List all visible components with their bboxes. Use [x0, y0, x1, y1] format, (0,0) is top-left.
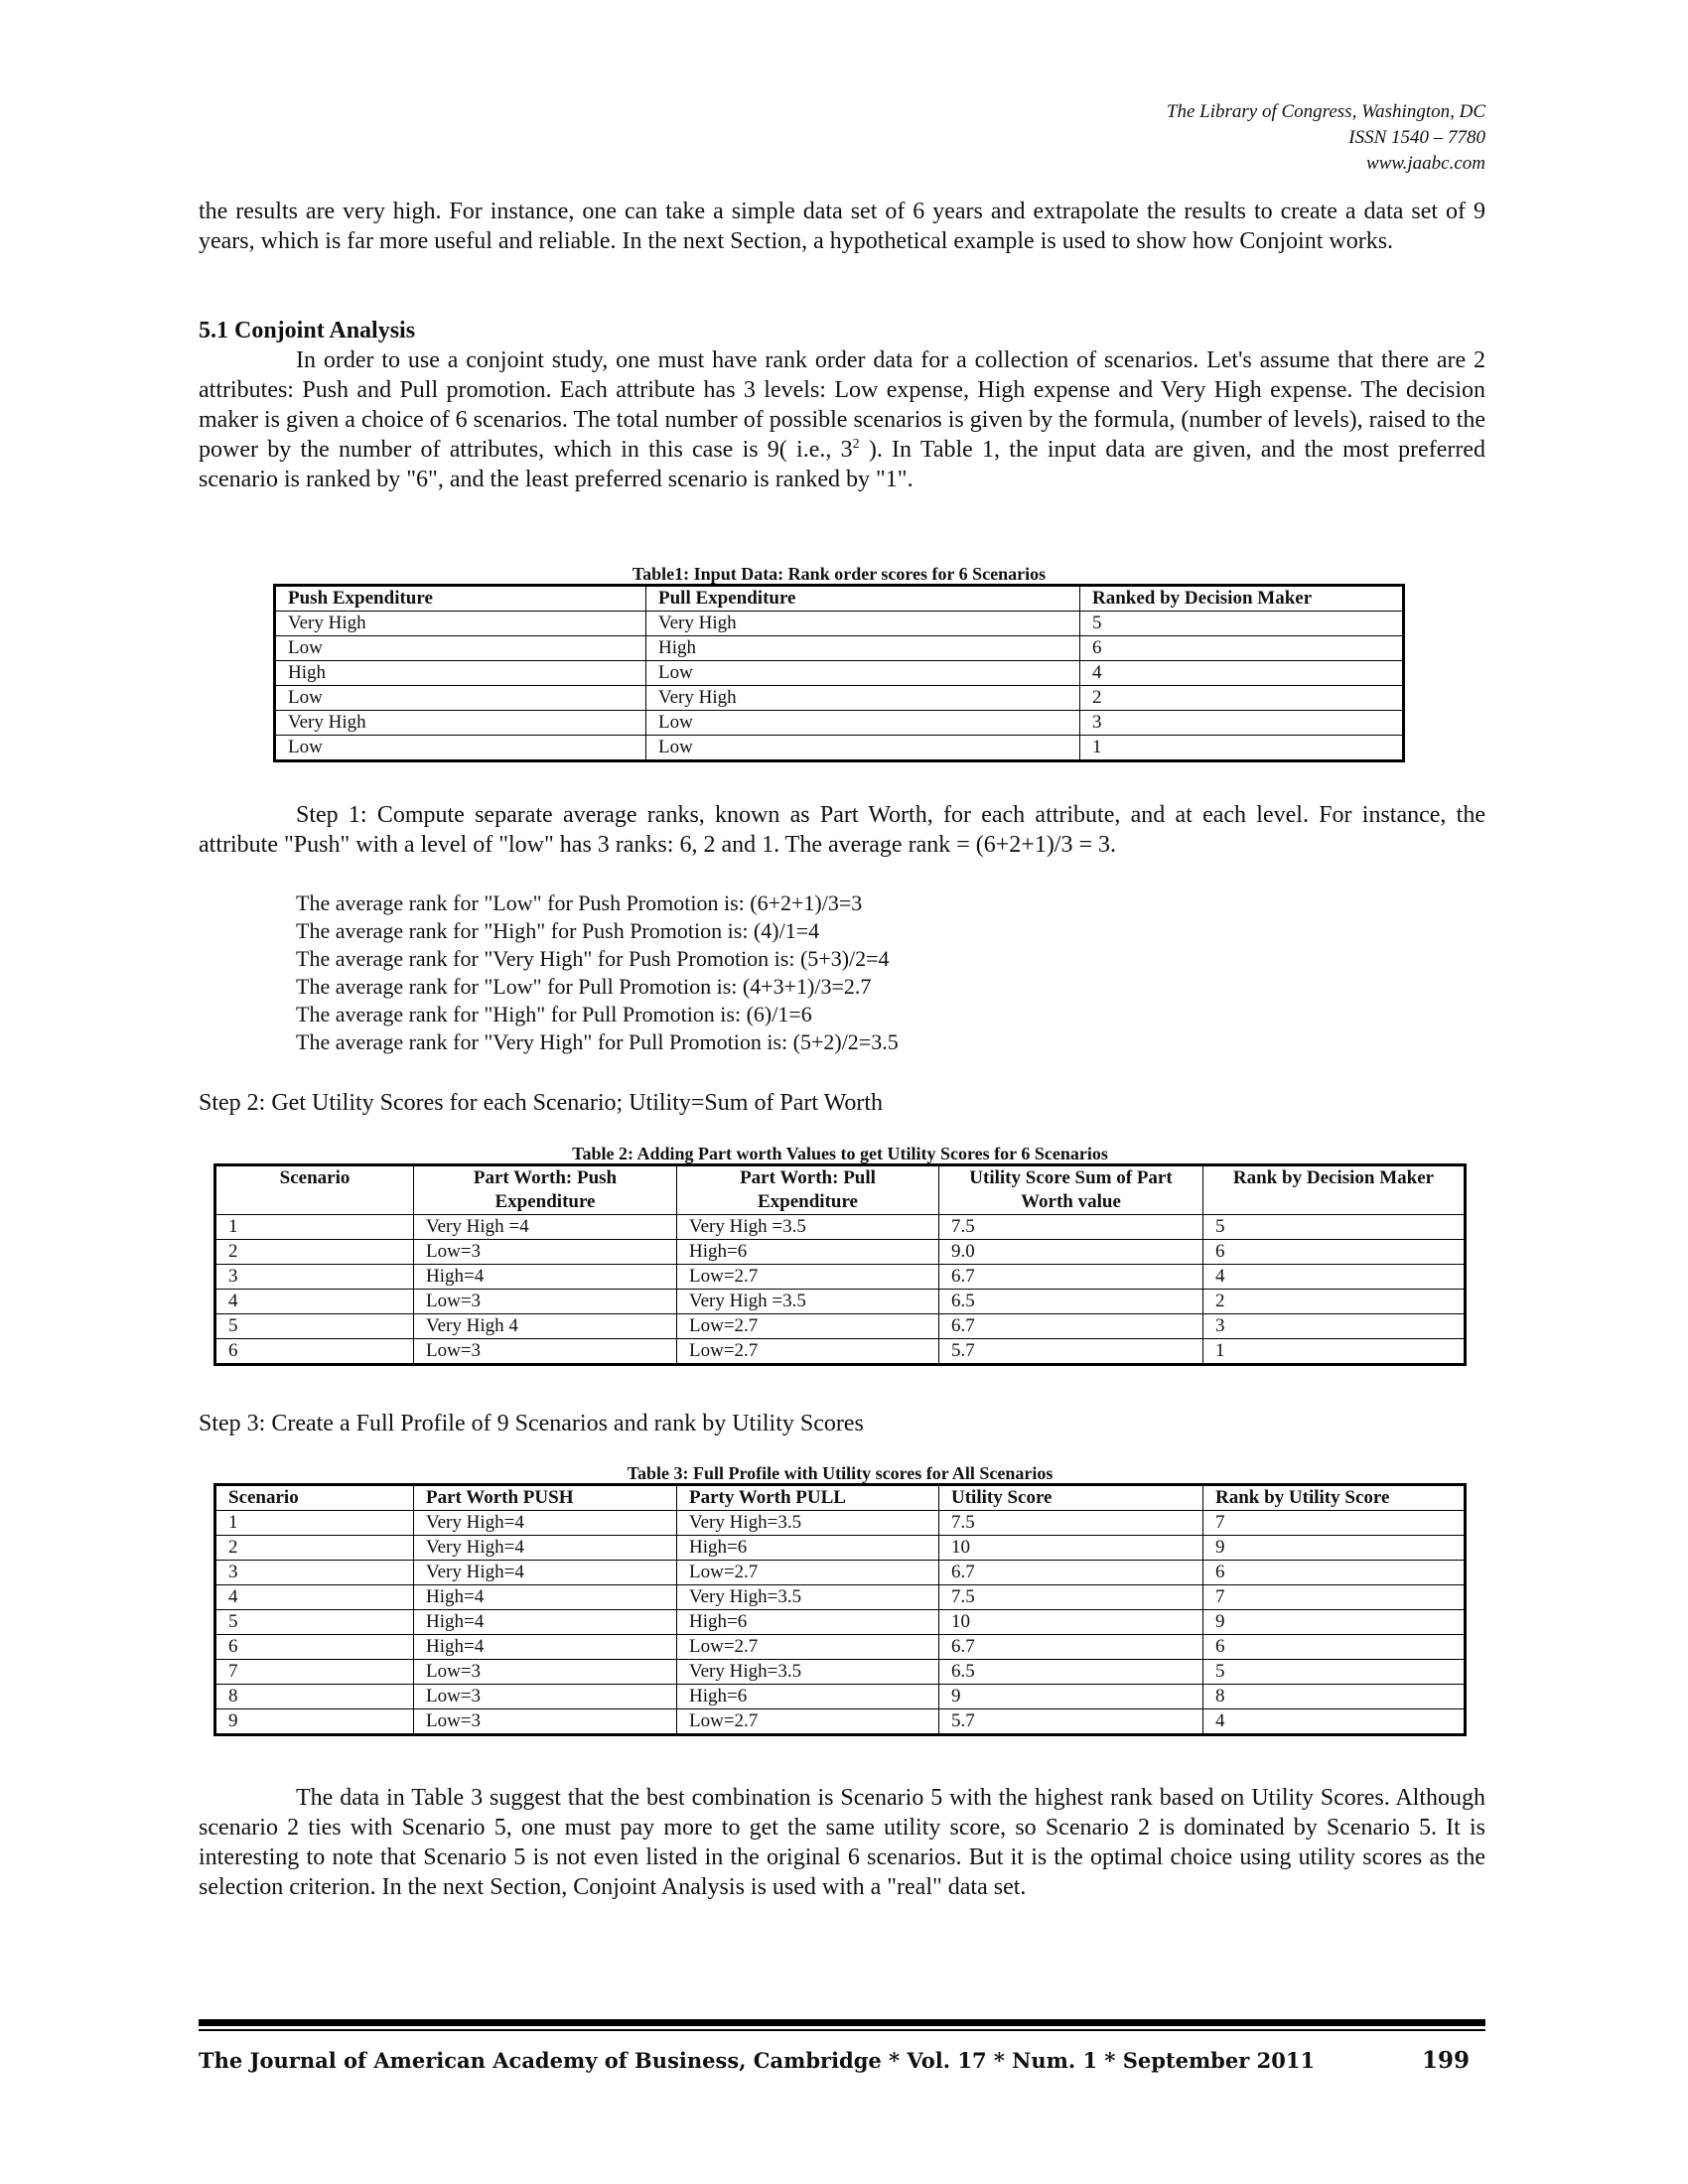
- table2-block: [213, 1144, 1467, 1366]
- table3-block: [213, 1463, 1467, 1736]
- table-cell: 3: [215, 1561, 414, 1585]
- table-cell: 1: [1203, 1339, 1466, 1365]
- table3-header-cell: Scenario: [215, 1485, 414, 1511]
- table-cell: 6.7: [939, 1265, 1203, 1290]
- table-cell: 1: [1080, 736, 1404, 761]
- table-cell: 6: [1080, 636, 1404, 661]
- section-heading: 5.1 Conjoint Analysis: [199, 318, 416, 343]
- table-cell: High=4: [414, 1635, 677, 1660]
- conjoint-paragraph: [199, 345, 1485, 494]
- table-cell: 2: [1203, 1290, 1466, 1314]
- table-cell: 6: [215, 1339, 414, 1365]
- table-cell: Low=2.7: [677, 1561, 939, 1585]
- journal-citation: The Journal of American Academy of Business, Cambridge * Vol. 17 * Num. 1 * September 2011: [199, 2048, 1316, 2073]
- conjoint-text-b: ). In Table 1, the input data are given, and the most preferred scenario is ranked by "6", and the least preferred scenario is ranked by "1".: [199, 437, 1485, 492]
- header-line-2: ISSN 1540 – 7780: [1348, 127, 1485, 148]
- table-cell: Very High =4: [414, 1215, 677, 1240]
- table-row: [215, 1709, 1466, 1735]
- step2-text: Step 2: Get Utility Scores for each Scenario; Utility=Sum of Part Worth: [199, 1090, 884, 1116]
- average-rank-line: The average rank for "Low" for Push Promotion is: (6+2+1)/3=3: [296, 890, 863, 915]
- average-rank-line: The average rank for "High" for Pull Promotion is: (6)/1=6: [296, 1002, 812, 1026]
- table-row: [275, 711, 1404, 736]
- table-cell: High=6: [677, 1685, 939, 1709]
- table-cell: Low=3: [414, 1290, 677, 1314]
- table-cell: 6.5: [939, 1290, 1203, 1314]
- table-row: [215, 1635, 1466, 1660]
- table-cell: 6.7: [939, 1635, 1203, 1660]
- table2-header-cell: Part Worth: Pull Expenditure: [677, 1165, 939, 1215]
- step2-section: [199, 1088, 1485, 1118]
- table-cell: Very High=4: [414, 1536, 677, 1561]
- table-cell: Very High=4: [414, 1511, 677, 1536]
- table-row: [215, 1660, 1466, 1685]
- table-cell: 2: [1080, 686, 1404, 711]
- table-cell: Very High 4: [414, 1314, 677, 1339]
- table-cell: 4: [1203, 1709, 1466, 1735]
- average-rank-line: The average rank for "High" for Push Promotion is: (4)/1=4: [296, 918, 820, 943]
- journal-footer: [199, 2047, 1485, 2075]
- table-cell: 9: [1203, 1536, 1466, 1561]
- table-cell: 3: [1080, 711, 1404, 736]
- table-cell: 4: [1203, 1265, 1466, 1290]
- intro-paragraph: the results are very high. For instance, one can take a simple data set of 6 years and extrapolate the results to create a data set of 9 years, which is far more useful and reliable. In the next Section, a hypothetical example is used to show how Conjoint works.: [199, 199, 1485, 254]
- step3-section: [199, 1409, 1485, 1438]
- table-cell: 9: [1203, 1610, 1466, 1635]
- table-cell: Very High =3.5: [677, 1290, 939, 1314]
- table-cell: Low: [275, 636, 646, 661]
- table1-block: [273, 564, 1405, 762]
- table-row: [215, 1265, 1466, 1290]
- table-row: [215, 1240, 1466, 1265]
- average-rank-line: The average rank for "Very High" for Push Promotion is: (5+3)/2=4: [296, 946, 890, 971]
- table-cell: Low: [646, 736, 1080, 761]
- table1-header-cell: Ranked by Decision Maker: [1080, 586, 1404, 612]
- table-cell: Low: [646, 661, 1080, 686]
- table-row: [275, 686, 1404, 711]
- table2: [213, 1163, 1467, 1366]
- table1-header-row: [275, 586, 1404, 612]
- table-cell: 7.5: [939, 1511, 1203, 1536]
- table-row: [215, 1561, 1466, 1585]
- running-header: [1167, 99, 1485, 177]
- table-cell: High=4: [414, 1585, 677, 1610]
- table-cell: 4: [215, 1290, 414, 1314]
- table-cell: 7: [1203, 1585, 1466, 1610]
- table2-caption: Table 2: Adding Part worth Values to get Utility Scores for 6 Scenarios: [572, 1144, 1108, 1163]
- step1-section: [199, 800, 1485, 860]
- table-cell: High=4: [414, 1265, 677, 1290]
- table-cell: 5: [1080, 612, 1404, 636]
- table-cell: 6: [215, 1635, 414, 1660]
- table-cell: Low=3: [414, 1240, 677, 1265]
- table-row: [215, 1685, 1466, 1709]
- page-number: 199: [1421, 2047, 1470, 2074]
- table3-header-cell: Rank by Utility Score: [1203, 1485, 1466, 1511]
- table1: [273, 584, 1405, 762]
- table-cell: Low=2.7: [677, 1265, 939, 1290]
- table-cell: 2: [215, 1240, 414, 1265]
- table-cell: Very High: [646, 612, 1080, 636]
- table-cell: Low=2.7: [677, 1339, 939, 1365]
- table-cell: 8: [1203, 1685, 1466, 1709]
- table-row: [215, 1511, 1466, 1536]
- table-cell: 10: [939, 1536, 1203, 1561]
- table-cell: 3: [215, 1265, 414, 1290]
- table-cell: Low=3: [414, 1339, 677, 1365]
- table-cell: High=6: [677, 1536, 939, 1561]
- table-cell: 6.7: [939, 1314, 1203, 1339]
- table-cell: Very High: [275, 711, 646, 736]
- average-rank-line: The average rank for "Low" for Pull Promotion is: (4+3+1)/3=2.7: [296, 974, 872, 999]
- table-cell: 5: [215, 1314, 414, 1339]
- table-cell: High=6: [677, 1610, 939, 1635]
- table-cell: 7: [215, 1660, 414, 1685]
- average-rank-list: [296, 889, 899, 1056]
- table1-header-cell: Pull Expenditure: [646, 586, 1080, 612]
- table-cell: 7.5: [939, 1585, 1203, 1610]
- table-cell: High: [646, 636, 1080, 661]
- table1-header-cell: Push Expenditure: [275, 586, 646, 612]
- table-cell: 6: [1203, 1635, 1466, 1660]
- table-cell: 5: [1203, 1660, 1466, 1685]
- table-row: [215, 1536, 1466, 1561]
- table-cell: Low: [646, 711, 1080, 736]
- table3-header-cell: Party Worth PULL: [677, 1485, 939, 1511]
- average-rank-line: The average rank for "Very High" for Pull Promotion is: (5+2)/2=3.5: [296, 1029, 899, 1054]
- table-cell: Low=3: [414, 1685, 677, 1709]
- table-cell: High=6: [677, 1240, 939, 1265]
- table-cell: Low: [275, 686, 646, 711]
- table-cell: 6: [1203, 1561, 1466, 1585]
- table-cell: 6.7: [939, 1561, 1203, 1585]
- table3-caption: Table 3: Full Profile with Utility scores for All Scenarios: [627, 1463, 1054, 1483]
- table-cell: Very High=3.5: [677, 1585, 939, 1610]
- table-cell: 8: [215, 1685, 414, 1709]
- table3-header-row: [215, 1485, 1466, 1511]
- table-cell: Low=3: [414, 1660, 677, 1685]
- table2-header-cell: Scenario: [215, 1165, 414, 1215]
- step1-paragraph: Step 1: Compute separate average ranks, known as Part Worth, for each attribute, and at each level. For instance, the attribute "Push" with a level of "low" has 3 ranks: 6, 2 and 1. The average rank = (6+2+1)/3 = 3.: [199, 802, 1485, 858]
- table-cell: 2: [215, 1536, 414, 1561]
- table1-caption: Table1: Input Data: Rank order scores for 6 Scenarios: [632, 564, 1047, 584]
- table-cell: Low: [275, 736, 646, 761]
- table-cell: Very High =3.5: [677, 1215, 939, 1240]
- table-row: [215, 1314, 1466, 1339]
- table-row: [275, 612, 1404, 636]
- table-row: [215, 1290, 1466, 1314]
- table-cell: 4: [1080, 661, 1404, 686]
- table-cell: Very High=4: [414, 1561, 677, 1585]
- table-row: [275, 661, 1404, 686]
- table2-header-cell: Part Worth: Push Expenditure: [414, 1165, 677, 1215]
- table-cell: High: [275, 661, 646, 686]
- table-cell: Low=3: [414, 1709, 677, 1735]
- table-cell: Low=2.7: [677, 1709, 939, 1735]
- table3-header-cell: Part Worth PUSH: [414, 1485, 677, 1511]
- conjoint-section: [199, 316, 1485, 494]
- table-cell: 9: [939, 1685, 1203, 1709]
- table-row: [215, 1339, 1466, 1365]
- table-cell: 6.5: [939, 1660, 1203, 1685]
- table-cell: 7.5: [939, 1215, 1203, 1240]
- header-line-3: www.jaabc.com: [1366, 153, 1485, 174]
- table-row: [275, 736, 1404, 761]
- table-cell: 9.0: [939, 1240, 1203, 1265]
- table-cell: 5: [1203, 1215, 1466, 1240]
- table-cell: 1: [215, 1511, 414, 1536]
- table-cell: Very High=3.5: [677, 1660, 939, 1685]
- exponent: 2: [852, 437, 860, 452]
- table-row: [215, 1610, 1466, 1635]
- footer-rule-thin: [199, 2029, 1485, 2031]
- step3-text: Step 3: Create a Full Profile of 9 Scenarios and rank by Utility Scores: [199, 1411, 864, 1436]
- table3: [213, 1483, 1467, 1736]
- table-cell: 5.7: [939, 1709, 1203, 1735]
- table-row: [275, 636, 1404, 661]
- intro-section: [199, 197, 1485, 256]
- table2-header-cell: Rank by Decision Maker: [1203, 1165, 1466, 1215]
- table-cell: 10: [939, 1610, 1203, 1635]
- table3-header-cell: Utility Score: [939, 1485, 1203, 1511]
- conjoint-text-a: In order to use a conjoint study, one must have rank order data for a collection of scenarios. Let's assume that there are 2 attributes: Push and Pull promotion. Each attribute has 3 levels: Low expense, High expense and Very High expense. The decision maker is given a choice of 6 scenarios. The total number of possible scenarios is given by the formula, (number of levels), raised to the power by the number of attributes, which in this case is 9( i.e., 3: [199, 347, 1485, 463]
- table-cell: Very High: [275, 612, 646, 636]
- header-line-1: The Library of Congress, Washington, DC: [1166, 101, 1485, 122]
- table-row: [215, 1585, 1466, 1610]
- table2-header-row: [215, 1165, 1466, 1215]
- table-cell: Low=2.7: [677, 1314, 939, 1339]
- table-row: [215, 1215, 1466, 1240]
- table-cell: 3: [1203, 1314, 1466, 1339]
- table-cell: 1: [215, 1215, 414, 1240]
- table-cell: 5: [215, 1610, 414, 1635]
- table-cell: High=4: [414, 1610, 677, 1635]
- table-cell: 5.7: [939, 1339, 1203, 1365]
- footer-rule-thick: [199, 2019, 1485, 2026]
- conclusion-section: [199, 1783, 1485, 1902]
- table-cell: Low=2.7: [677, 1635, 939, 1660]
- table-cell: 6: [1203, 1240, 1466, 1265]
- table-cell: 4: [215, 1585, 414, 1610]
- table2-header-cell: Utility Score Sum of Part Worth value: [939, 1165, 1203, 1215]
- table-cell: Very High: [646, 686, 1080, 711]
- table-cell: Very High=3.5: [677, 1511, 939, 1536]
- table-cell: 7: [1203, 1511, 1466, 1536]
- table-cell: 9: [215, 1709, 414, 1735]
- conclusion-paragraph: The data in Table 3 suggest that the best combination is Scenario 5 with the highest rank based on Utility Scores. Although scenario 2 ties with Scenario 5, one must pay more to get the same utility score, so Scenario 2 is dominated by Scenario 5. It is interesting to note that Scenario 5 is not even listed in the original 6 scenarios. But it is the optimal choice using utility scores as the selection criterion. In the next Section, Conjoint Analysis is used with a "real" data set.: [199, 1785, 1485, 1900]
